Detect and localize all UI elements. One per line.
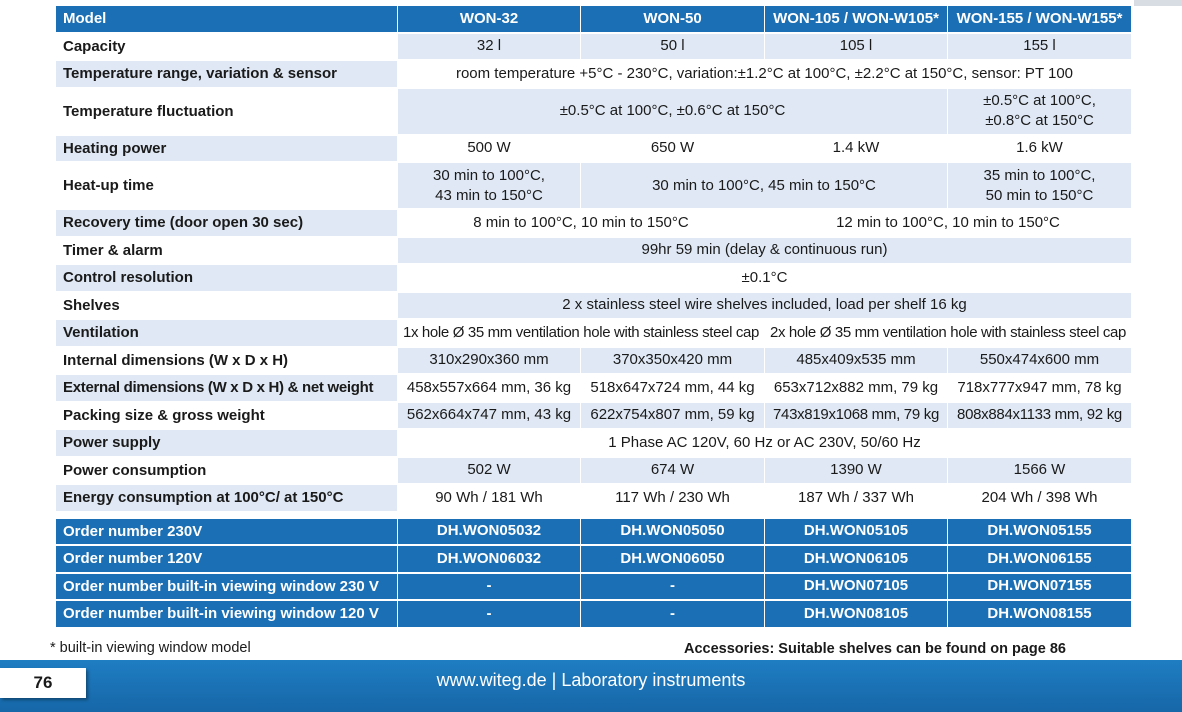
cell-value: 155 l [948, 34, 1132, 62]
model-won-155: WON-155 / WON-W155* [948, 6, 1132, 34]
order-number: DH.WON05050 [581, 519, 765, 547]
cell-value: 650 W [581, 136, 765, 164]
line: ±0.5°C at 100°C, [983, 92, 1096, 109]
cell-value: 1566 W [948, 458, 1132, 486]
cell-value: 99hr 59 min (delay & continuous run) [398, 238, 1132, 266]
order-number: - [398, 601, 581, 629]
line: 50 min to 150°C [985, 186, 1094, 204]
cell-value: 743x819x1068 mm, 79 kg [765, 403, 948, 431]
table-row [56, 403, 1132, 431]
corner-decoration [1134, 0, 1182, 6]
cell-value: 550x474x600 mm [948, 348, 1132, 376]
footnote: * built-in viewing window model [50, 640, 251, 656]
order-number: DH.WON08105 [765, 601, 948, 629]
table-row [56, 430, 1132, 458]
order-row [56, 546, 1132, 574]
cell-value: 105 l [765, 34, 948, 62]
model-won-105: WON-105 / WON-W105* [765, 6, 948, 34]
table-row [56, 61, 1132, 89]
footer-text: www.witeg.de | Laboratory instruments [436, 670, 746, 690]
table-row [56, 136, 1132, 164]
row-label: Temperature range, variation & sensor [56, 61, 398, 89]
cell-value: 370x350x420 mm [581, 348, 765, 376]
cell-value: room temperature +5°C - 230°C, variation:±1.2°C at 100°C, ±2.2°C at 150°C, sensor: PT 100 [398, 61, 1132, 89]
table-row [56, 485, 1132, 513]
cell-value: 50 l [581, 34, 765, 62]
cell-value: 718x777x947 mm, 78 kg [948, 375, 1132, 403]
order-number: - [581, 574, 765, 602]
cell-value: 32 l [398, 34, 581, 62]
table-row [56, 163, 1132, 210]
order-number: DH.WON06032 [398, 546, 581, 574]
accessories-note: Accessories: Suitable shelves can be found on page 86 [684, 641, 1066, 657]
row-label: Capacity [56, 34, 398, 62]
table-row [56, 293, 1132, 321]
order-number: - [581, 601, 765, 629]
row-label: Internal dimensions (W x D x H) [56, 348, 398, 376]
cell-value: 30 min to 100°C, 45 min to 150°C [581, 163, 948, 210]
order-label: Order number 120V [56, 546, 398, 574]
cell-value: 117 Wh / 230 Wh [581, 485, 765, 513]
order-number: DH.WON05105 [765, 519, 948, 547]
cell-value: ±0.1°C [398, 265, 1132, 293]
order-label: Order number built-in viewing window 230 V [56, 574, 398, 602]
row-label: Recovery time (door open 30 sec) [56, 210, 398, 238]
order-number: DH.WON07155 [948, 574, 1132, 602]
order-row [56, 574, 1132, 602]
cell-value [948, 89, 1132, 136]
order-row [56, 601, 1132, 629]
row-label: Energy consumption at 100°C/ at 150°C [56, 485, 398, 513]
cell-value: 2x hole Ø 35 mm ventilation hole with stainless steel cap [765, 320, 1132, 348]
cell-value: 485x409x535 mm [765, 348, 948, 376]
order-label: Order number 230V [56, 519, 398, 547]
cell-value: 187 Wh / 337 Wh [765, 485, 948, 513]
row-label: Power consumption [56, 458, 398, 486]
order-label: Order number built-in viewing window 120 V [56, 601, 398, 629]
table-row [56, 265, 1132, 293]
cell-value: 674 W [581, 458, 765, 486]
table-row [56, 89, 1132, 136]
cell-value: 622x754x807 mm, 59 kg [581, 403, 765, 431]
table-row [56, 348, 1132, 376]
table-row [56, 375, 1132, 403]
order-number: DH.WON06050 [581, 546, 765, 574]
cell-value: 1.4 kW [765, 136, 948, 164]
order-number: DH.WON05155 [948, 519, 1132, 547]
table-row [56, 210, 1132, 238]
cell-value: 310x290x360 mm [398, 348, 581, 376]
table-row [56, 34, 1132, 62]
cell-value: ±0.5°C at 100°C, ±0.6°C at 150°C [398, 89, 948, 136]
cell-value: 562x664x747 mm, 43 kg [398, 403, 581, 431]
row-label: Temperature fluctuation [56, 89, 398, 136]
cell-value: 502 W [398, 458, 581, 486]
line: ±0.8°C at 150°C [985, 112, 1094, 129]
table-row [56, 238, 1132, 266]
cell-value: 1.6 kW [948, 136, 1132, 164]
model-won-32: WON-32 [398, 6, 581, 34]
row-label: Shelves [56, 293, 398, 321]
header-label: Model [56, 6, 398, 34]
order-row [56, 519, 1132, 547]
row-label: Heat-up time [56, 163, 398, 210]
cell-value: 204 Wh / 398 Wh [948, 485, 1132, 513]
cell-value: 808x884x1133 mm, 92 kg [948, 403, 1132, 431]
cell-value: 1390 W [765, 458, 948, 486]
line: 30 min to 100°C, [433, 166, 545, 184]
row-label: External dimensions (W x D x H) & net weight [56, 375, 398, 403]
cell-value: 500 W [398, 136, 581, 164]
spec-table [56, 6, 1132, 629]
order-number: DH.WON06155 [948, 546, 1132, 574]
order-number: - [398, 574, 581, 602]
row-label: Ventilation [56, 320, 398, 348]
line: 43 min to 150°C [435, 186, 543, 204]
table-row [56, 458, 1132, 486]
order-number: DH.WON05032 [398, 519, 581, 547]
row-label: Heating power [56, 136, 398, 164]
order-number: DH.WON08155 [948, 601, 1132, 629]
cell-value: 653x712x882 mm, 79 kg [765, 375, 948, 403]
cell-value: 1x hole Ø 35 mm ventilation hole with stainless steel cap [398, 320, 765, 348]
cell-value: 90 Wh / 181 Wh [398, 485, 581, 513]
row-label: Packing size & gross weight [56, 403, 398, 431]
model-won-50: WON-50 [581, 6, 765, 34]
order-number: DH.WON07105 [765, 574, 948, 602]
cell-value: 8 min to 100°C, 10 min to 150°C [398, 210, 765, 238]
cell-value [948, 163, 1132, 210]
line: 35 min to 100°C, [983, 166, 1096, 184]
header-row [56, 6, 1132, 34]
footer-bar [0, 660, 1182, 712]
row-label: Power supply [56, 430, 398, 458]
row-label: Timer & alarm [56, 238, 398, 266]
cell-value [398, 163, 581, 210]
page-number: 76 [0, 668, 86, 698]
cell-value: 518x647x724 mm, 44 kg [581, 375, 765, 403]
row-label: Control resolution [56, 265, 398, 293]
table-row [56, 320, 1132, 348]
cell-value: 1 Phase AC 120V, 60 Hz or AC 230V, 50/60 Hz [398, 430, 1132, 458]
cell-value: 2 x stainless steel wire shelves included, load per shelf 16 kg [398, 293, 1132, 321]
cell-value: 12 min to 100°C, 10 min to 150°C [765, 210, 1132, 238]
cell-value: 458x557x664 mm, 36 kg [398, 375, 581, 403]
order-number: DH.WON06105 [765, 546, 948, 574]
